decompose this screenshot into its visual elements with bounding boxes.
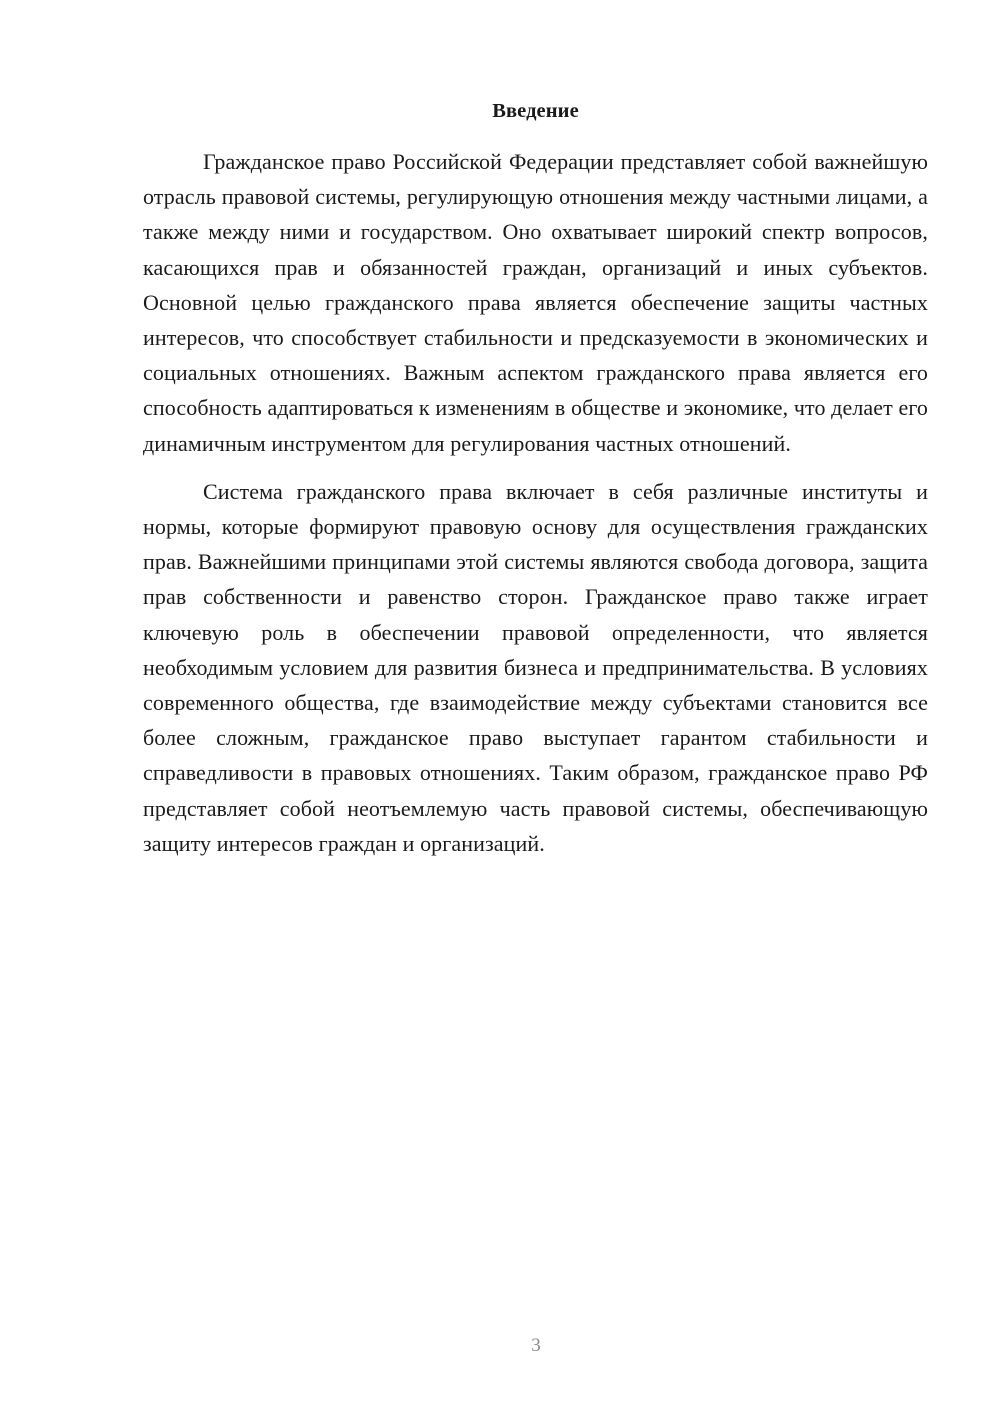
page-number: 3	[531, 1335, 541, 1356]
page-content	[143, 96, 928, 861]
paragraph-1: Гражданское право Российской Федерации представляет собой важнейшую отрасль правовой системы, регулирующую отношения между частными лицами, а также между ними и государством. Оно охватывает широкий спектр вопросов, касающихся прав и обязанностей граждан, организаций и иных субъектов. Основной целью гражданского права является обеспечение защиты частных интересов, что способствует стабильности и предсказуемости в экономических и социальных отношениях. Важным аспектом гражданского права является его способность адаптироваться к изменениям в обществе и экономике, что делает его динамичным инструментом для регулирования частных отношений.	[143, 149, 928, 456]
paragraph-2: Система гражданского права включает в себя различные институты и нормы, которые формируют правовую основу для осуществления гражданских прав. Важнейшими принципами этой системы являются свобода договора, защита прав собственности и равенство сторон. Гражданское право также играет ключевую роль в обеспечении правовой определенности, что является необходимым условием для развития бизнеса и предпринимательства. В условиях современного общества, где взаимодействие между субъектами становится все более сложным, гражданское право выступает гарантом стабильности и справедливости в правовых отношениях. Таким образом, гражданское право РФ представляет собой неотъемлемую часть правовой системы, обеспечивающую защиту интересов граждан и организаций.	[143, 478, 928, 856]
section-title: Введение	[492, 100, 579, 122]
